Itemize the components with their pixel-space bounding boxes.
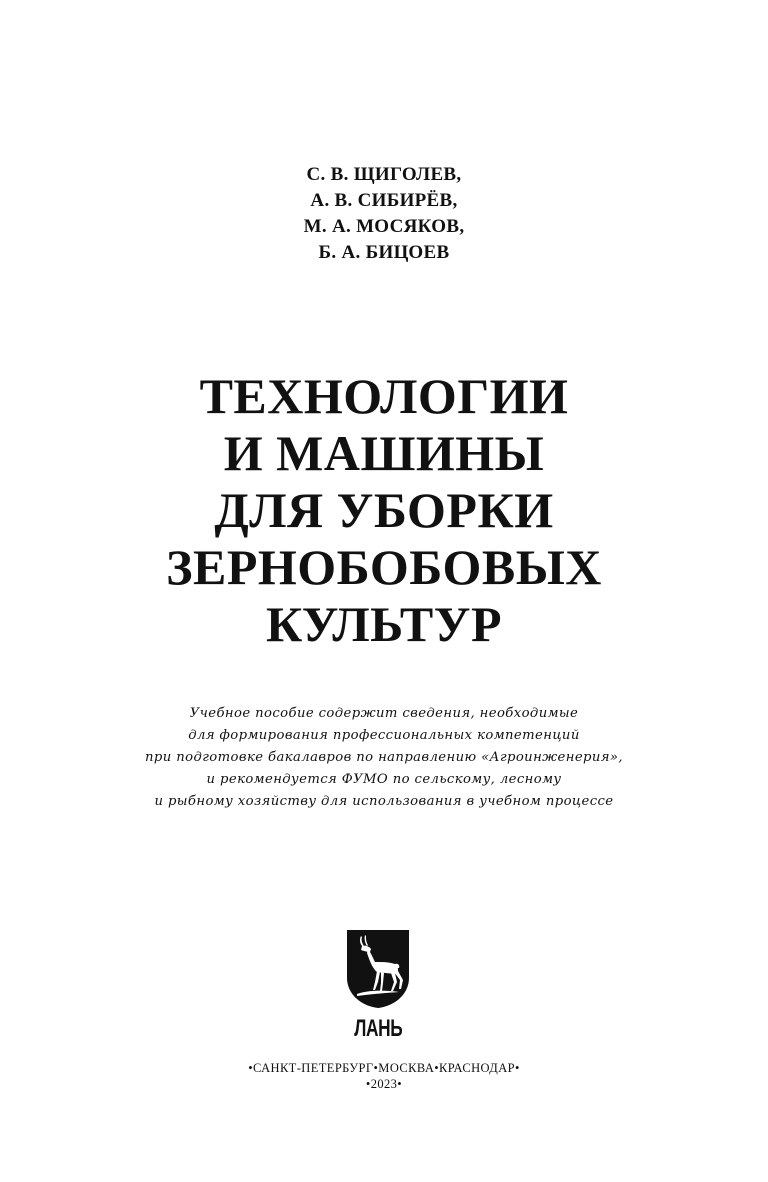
author-name: Б. А. БИЦОЕВ xyxy=(318,242,450,263)
annotation-block xyxy=(0,703,768,813)
title-line: И МАШИНЫ xyxy=(223,425,545,481)
authors-block xyxy=(0,162,768,266)
author-name: М. А. МОСЯКОВ, xyxy=(303,216,465,237)
publisher-logo xyxy=(345,928,411,1048)
book-title xyxy=(0,368,768,653)
annotation-line: и рыбному хозяйству для использования в учебном процессе xyxy=(154,794,614,809)
publisher-cities: •САНКТ-ПЕТЕРБУРГ•МОСКВА•КРАСНОДАР• xyxy=(248,1061,520,1075)
title-line: ТЕХНОЛОГИИ xyxy=(199,368,569,424)
publication-year: •2023• xyxy=(365,1077,403,1091)
annotation-line: для формирования профессиональных компетенций xyxy=(188,728,580,743)
annotation-line: Учебное пособие содержит сведения, необходимые xyxy=(189,706,579,721)
author-name: С. В. ЩИГОЛЕВ, xyxy=(306,164,462,185)
author-name: А. В. СИБИРЁВ, xyxy=(310,190,458,211)
deer-shield-icon xyxy=(345,928,411,1010)
title-line: ЗЕРНОБОБОВЫХ xyxy=(166,539,602,595)
annotation-line: при подготовке бакалавров по направлению «Агроинженерия», xyxy=(145,750,623,765)
title-line: ДЛЯ УБОРКИ xyxy=(214,482,554,538)
publisher-logo-text: ЛАНЬ xyxy=(354,1015,403,1042)
annotation-line: и рекомендуется ФУМО по сельскому, лесному xyxy=(206,772,562,787)
title-line: КУЛЬТУР xyxy=(266,596,502,652)
